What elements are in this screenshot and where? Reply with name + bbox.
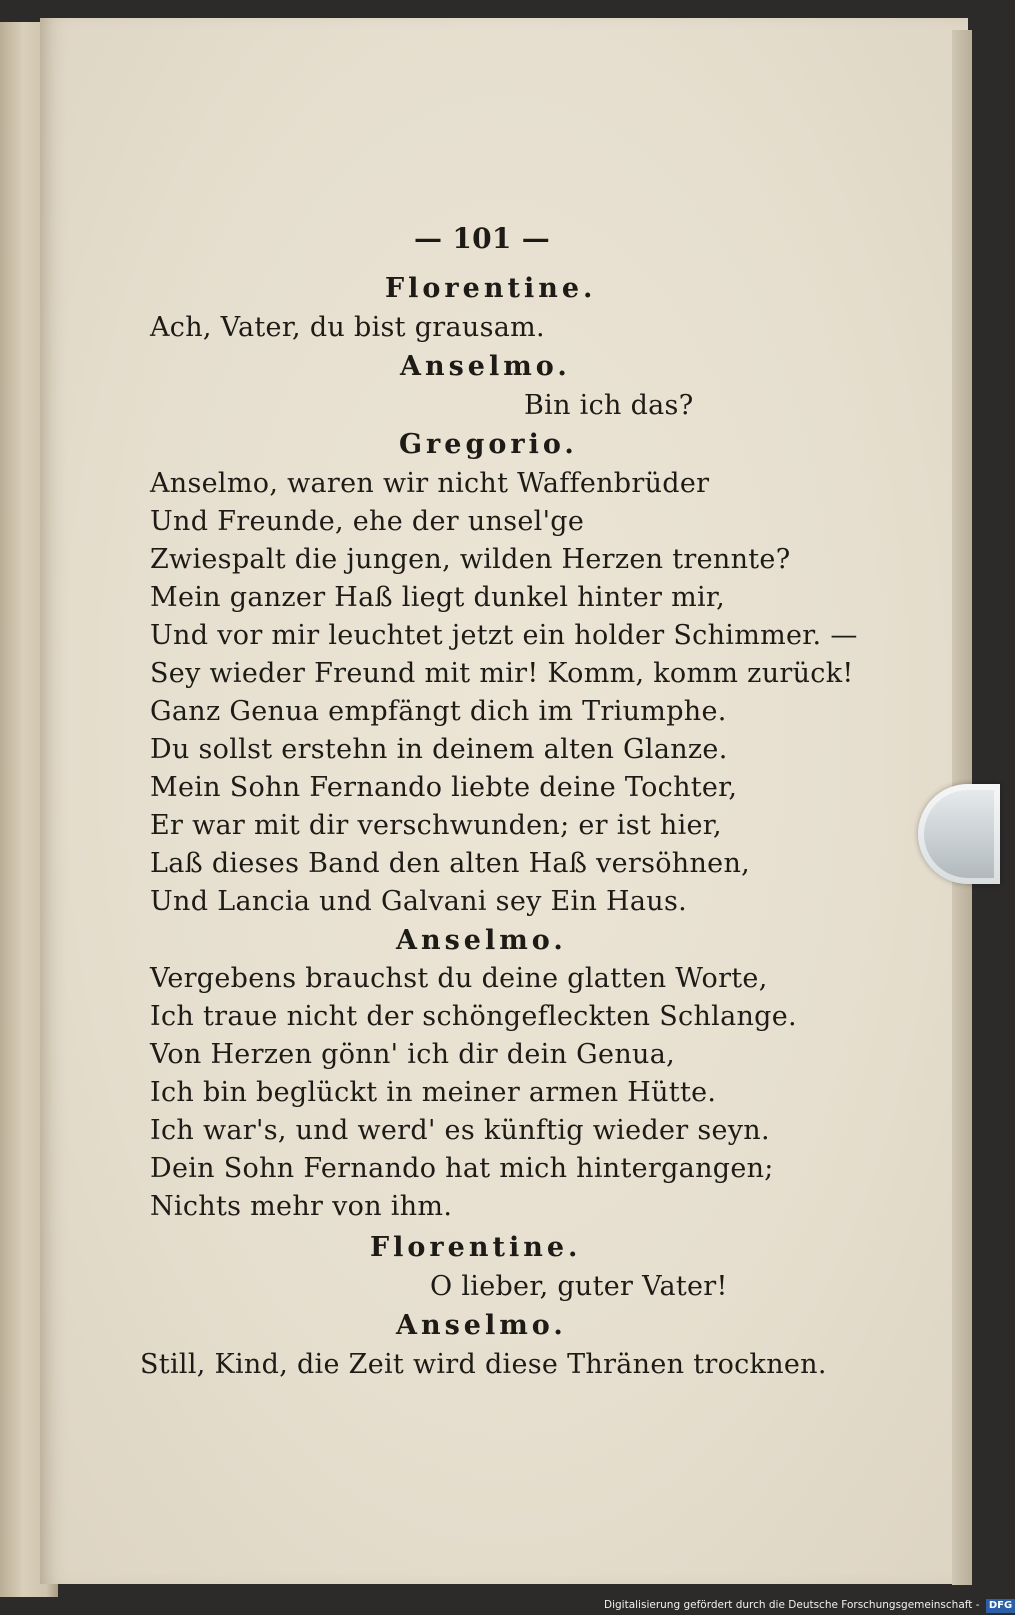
speaker-name: Florentine. bbox=[370, 1232, 582, 1263]
verse-line: Sey wieder Freund mit mir! Komm, komm zurück! bbox=[150, 658, 854, 689]
credit-text: Digitalisierung gefördert durch die Deutsche Forschungsgemeinschaft - bbox=[604, 1599, 980, 1611]
verse-line: Zwiespalt die jungen, wilden Herzen trennte? bbox=[150, 544, 791, 575]
verse-line: Ich war's, und werd' es künftig wieder seyn. bbox=[150, 1115, 770, 1146]
verse-line: Mein ganzer Haß liegt dunkel hinter mir, bbox=[150, 582, 726, 613]
verse-line: Anselmo, waren wir nicht Waffenbrüder bbox=[150, 468, 710, 499]
verse-line: Ganz Genua empfängt dich im Triumphe. bbox=[150, 696, 727, 727]
verse-line: Und Lancia und Galvani sey Ein Haus. bbox=[150, 886, 688, 917]
verse-line: Ach, Vater, du bist grausam. bbox=[150, 312, 545, 343]
verse-line: Bin ich das? bbox=[524, 390, 694, 421]
verse-line: Nichts mehr von ihm. bbox=[150, 1191, 453, 1222]
verse-line: Still, Kind, die Zeit wird diese Thränen trocknen. bbox=[140, 1349, 827, 1380]
verse-line: Du sollst erstehn in deinem alten Glanze. bbox=[150, 734, 728, 765]
verse-line: Und vor mir leuchtet jetzt ein holder Schimmer. — bbox=[150, 620, 858, 651]
verse-line: Mein Sohn Fernando liebte deine Tochter, bbox=[150, 772, 738, 803]
verse-line: Laß dieses Band den alten Haß versöhnen, bbox=[150, 848, 751, 879]
verse-line: Und Freunde, ehe der unsel'ge bbox=[150, 506, 585, 537]
verse-line: Er war mit dir verschwunden; er ist hier, bbox=[150, 810, 722, 841]
verse-line: Ich traue nicht der schöngefleckten Schlange. bbox=[150, 1001, 797, 1032]
verse-line: O lieber, guter Vater! bbox=[430, 1271, 728, 1302]
speaker-name: Anselmo. bbox=[396, 925, 567, 956]
verse-line: Ich bin beglückt in meiner armen Hütte. bbox=[150, 1077, 717, 1108]
speaker-name: Anselmo. bbox=[396, 1310, 567, 1341]
page-number: — 101 — bbox=[414, 222, 551, 255]
verse-line: Dein Sohn Fernando hat mich hintergangen; bbox=[150, 1153, 774, 1184]
speaker-name: Florentine. bbox=[385, 273, 597, 304]
speaker-name: Anselmo. bbox=[400, 351, 571, 382]
verse-line: Vergebens brauchst du deine glatten Worte, bbox=[150, 963, 768, 994]
digitization-credit bbox=[604, 1596, 1015, 1614]
dfg-logo: DFG bbox=[986, 1599, 1015, 1613]
speaker-name: Gregorio. bbox=[399, 429, 578, 460]
verse-line: Von Herzen gönn' ich dir dein Genua, bbox=[150, 1039, 675, 1070]
